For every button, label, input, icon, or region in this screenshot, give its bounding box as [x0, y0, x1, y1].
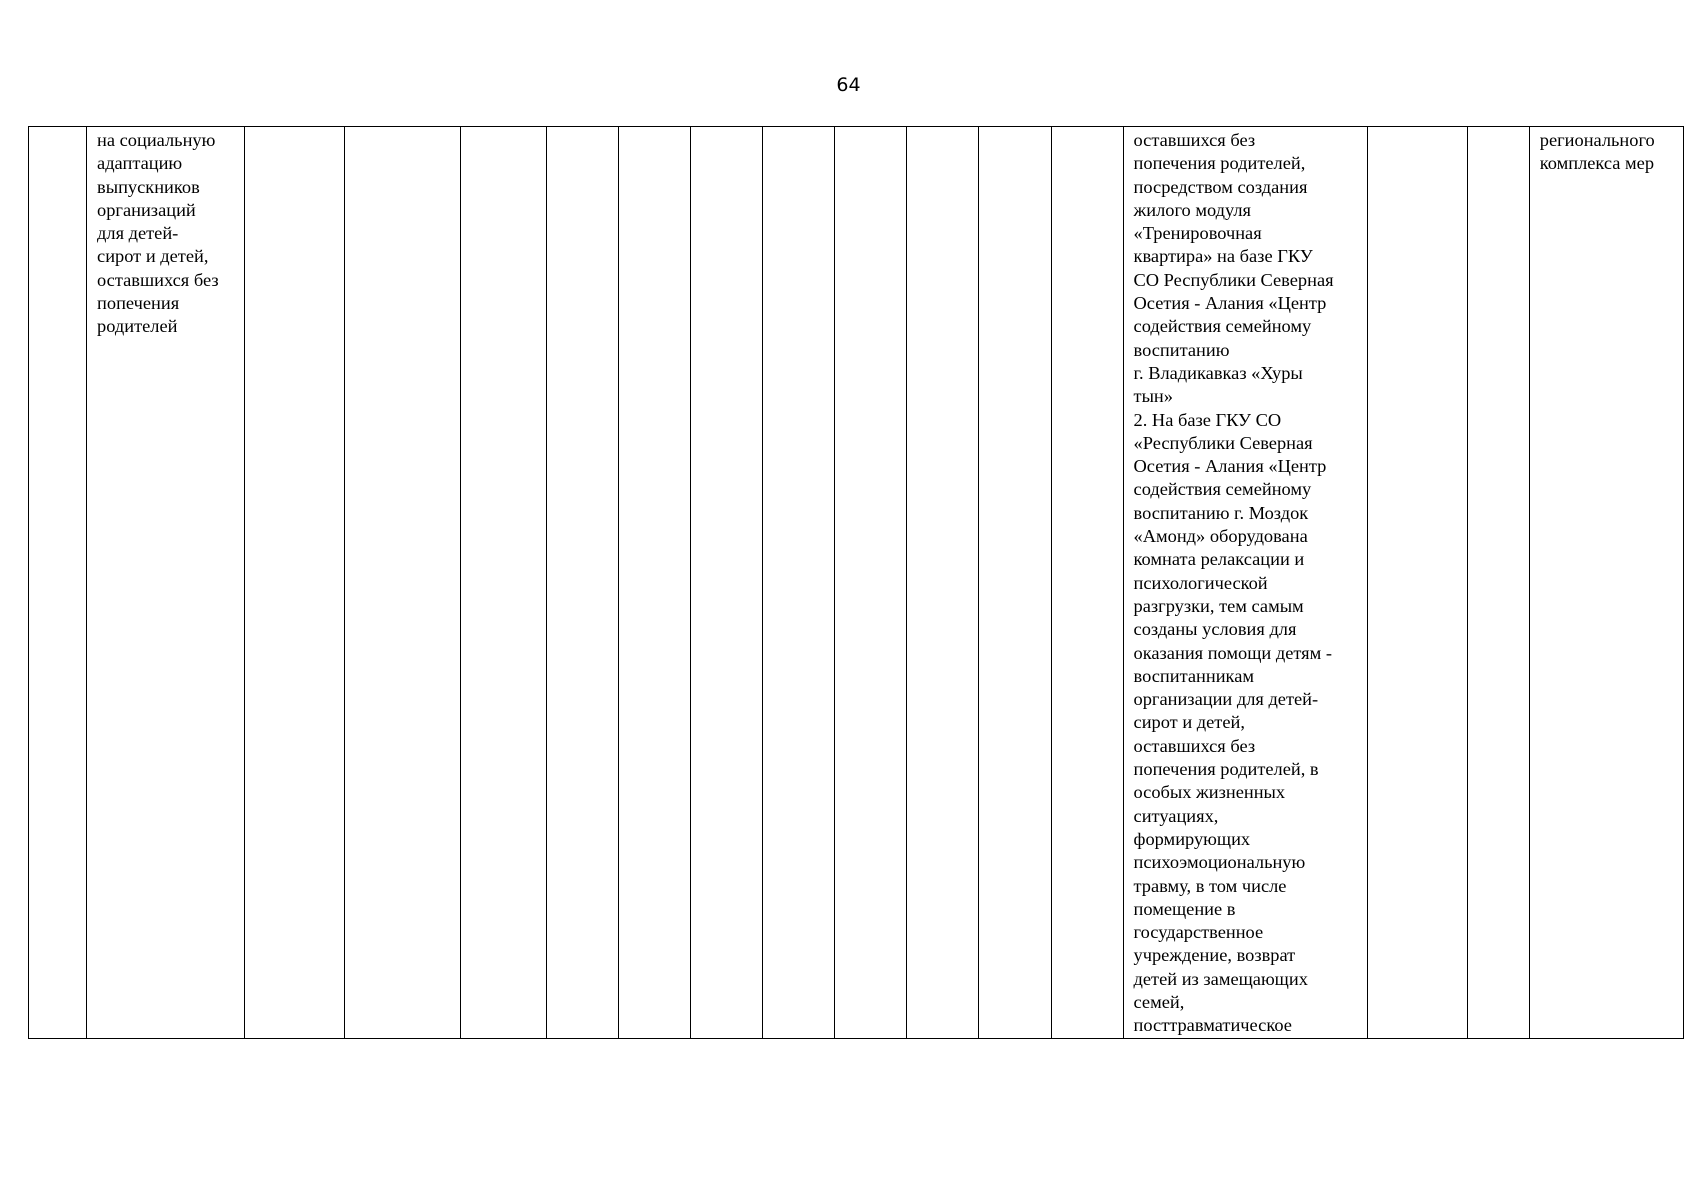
table-cell-14 — [1123, 127, 1367, 1039]
table-cell-9 — [763, 127, 835, 1039]
table-cell-4 — [345, 127, 461, 1039]
table-cell-16 — [1467, 127, 1529, 1039]
table-cell-17 — [1529, 127, 1683, 1039]
cell-text-results: оставшихся без попечения родителей, посредством создания жилого модуля «Тренировочная квартира» на базе ГКУ СО Республики Северная Осетия - Алания «Центр содействия семейному воспитанию г. Владикавказ «Хуры тын» 2. На базе ГКУ СО «Республики Северная Осетия - Алания «Центр содействия семейному воспитанию г. Моздок «Амонд» оборудована комната релаксации и психологической разгрузки, тем самым созданы условия для оказания помощи детям - воспитанникам организации для детей- сирот и детей, оставшихся без попечения родителей, в особых жизненных ситуациях, формирующих психоэмоциональную травму, в том числе помещение в государственное учреждение, возврат детей из замещающих семей, посттравматическое — [1133, 130, 1334, 1036]
table-cell-10 — [835, 127, 907, 1039]
table-cell-11 — [907, 127, 979, 1039]
table-row — [29, 127, 1684, 1039]
cell-text-measure: на социальную адаптацию выпускников организаций для детей- сирот и детей, оставшихся без попечения родителей — [97, 130, 219, 337]
table-cell-15 — [1367, 127, 1467, 1039]
table-cell-8 — [691, 127, 763, 1039]
table-cell-13 — [1051, 127, 1123, 1039]
table-cell-3 — [245, 127, 345, 1039]
measures-table — [28, 126, 1684, 1039]
table-cell-1 — [29, 127, 87, 1039]
cell-text-notes: регионального комплекса мер — [1539, 130, 1655, 174]
table-cell-6 — [547, 127, 619, 1039]
table-cell-12 — [979, 127, 1051, 1039]
table-cell-5 — [461, 127, 547, 1039]
page-number: 64 — [836, 74, 861, 96]
table-cell-7 — [619, 127, 691, 1039]
table-cell-2 — [87, 127, 245, 1039]
